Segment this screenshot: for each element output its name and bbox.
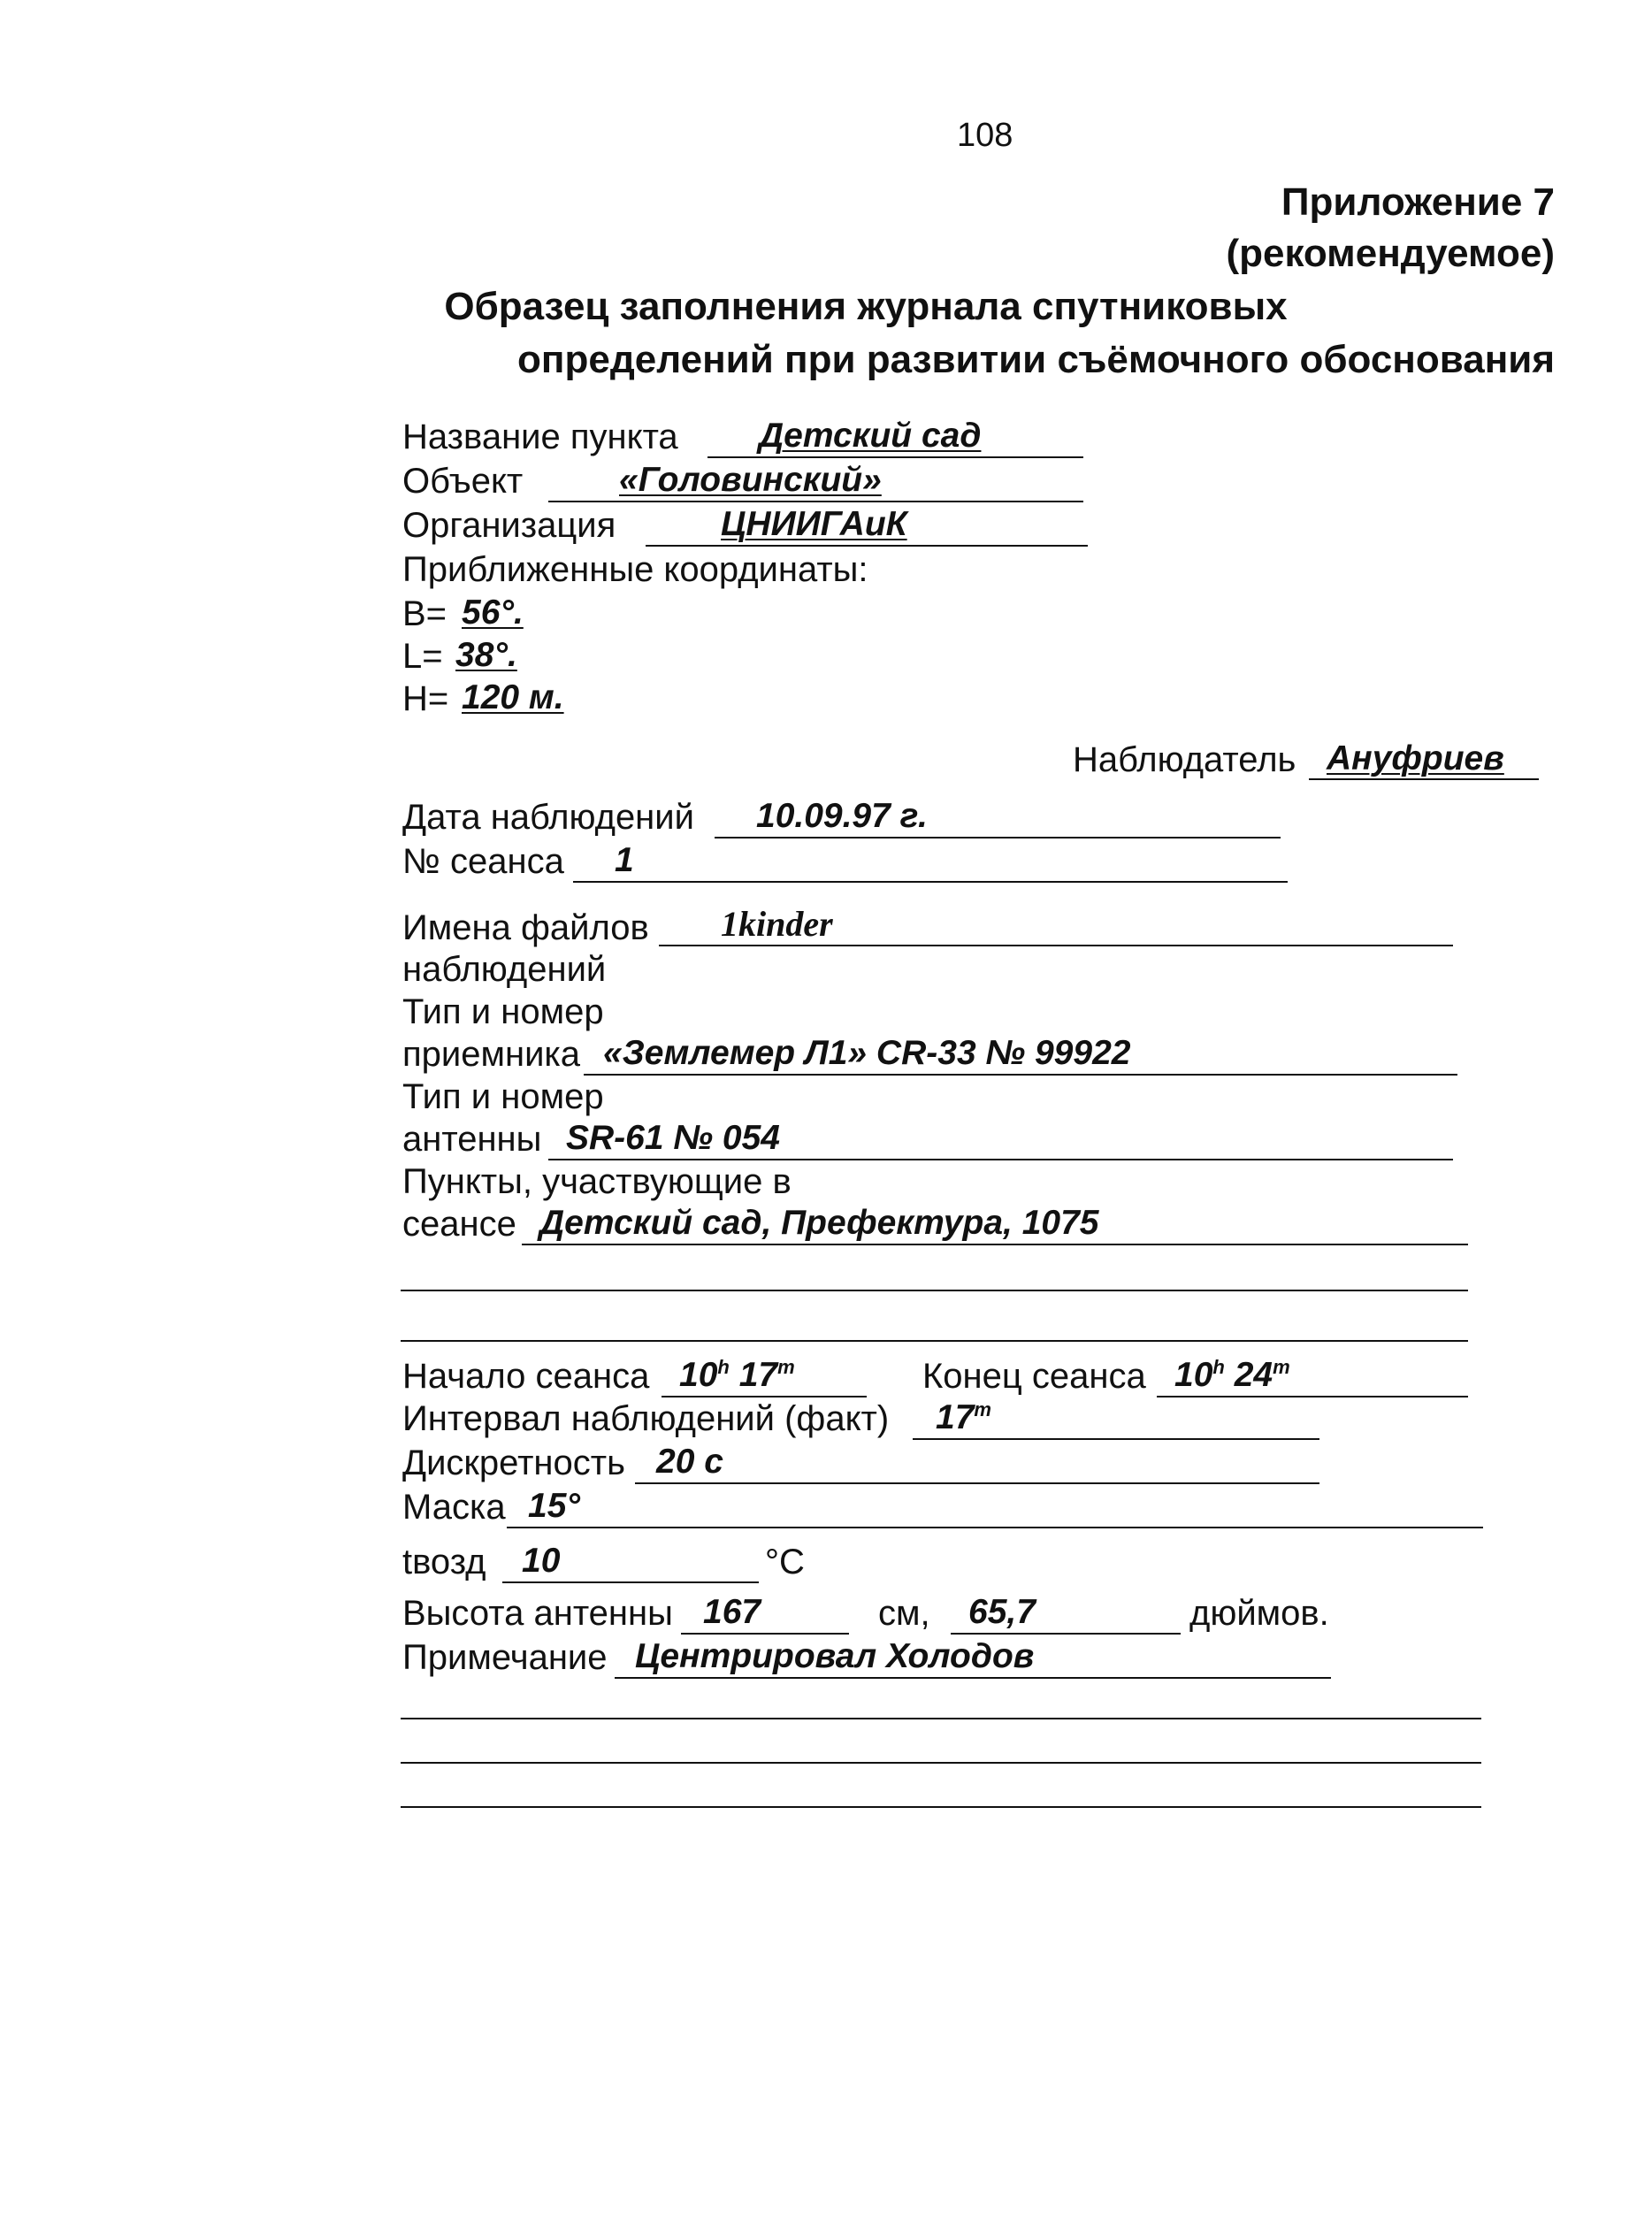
date-value: 10.09.97 г. [756, 797, 928, 835]
interval-label: Интервал наблюдений (факт) [402, 1399, 890, 1438]
object-line [548, 501, 1083, 502]
note-label: Примечание [402, 1638, 608, 1677]
session-no-label: № сеанса [402, 842, 564, 881]
note-blank-line-1 [401, 1718, 1481, 1719]
point-name-value: Детский сад [759, 417, 982, 455]
file-names-label: Имена файлов [402, 908, 649, 947]
appendix-subtitle: (рекомендуемое) [1226, 232, 1555, 275]
antenna-label-1: Тип и номер [402, 1077, 604, 1116]
b-label: B= [402, 594, 447, 633]
points-label-2: сеансе [402, 1205, 516, 1244]
antenna-height-label: Высота антенны [402, 1594, 673, 1633]
session-end-label: Конец сеанса [922, 1357, 1146, 1396]
date-label: Дата наблюдений [402, 798, 694, 837]
heading-line-2: определений при развитии съёмочного обоснования [517, 338, 1555, 381]
discreteness-value: 20 с [656, 1443, 723, 1481]
l-label: L= [402, 637, 443, 676]
appendix-title: Приложение 7 [1281, 180, 1555, 224]
blank-line-2 [401, 1340, 1468, 1342]
organization-line [646, 545, 1088, 547]
antenna-value: SR-61 № 054 [566, 1119, 780, 1157]
antenna-height-in-line [951, 1633, 1181, 1635]
antenna-label-2: антенны [402, 1120, 542, 1159]
session-no-value: 1 [615, 841, 634, 879]
antenna-height-cm-unit: см, [878, 1594, 930, 1633]
points-label-1: Пункты, участвующие в [402, 1162, 792, 1201]
receiver-label-1: Тип и номер [402, 992, 604, 1031]
date-line [715, 837, 1281, 838]
receiver-line [584, 1074, 1457, 1076]
antenna-height-cm-line [681, 1633, 849, 1635]
object-label: Объект [402, 462, 524, 501]
points-value: Детский сад, Префектура, 1075 [539, 1204, 1099, 1242]
point-name-line [707, 456, 1083, 458]
session-end-value: 10$^h$ 24$^m$ [1174, 1356, 1290, 1394]
t-air-unit: °C [765, 1543, 805, 1581]
file-names-line [659, 945, 1453, 946]
h-value: 120 м. [462, 678, 564, 716]
organization-label: Организация [402, 506, 616, 545]
file-names-value: 1kinder [721, 904, 833, 944]
mask-label: Маска [402, 1488, 506, 1527]
t-air-value: 10 [522, 1542, 561, 1580]
points-line [522, 1244, 1468, 1245]
mask-value: 15° [528, 1487, 580, 1525]
point-name-label: Название пункта [402, 417, 678, 456]
antenna-height-in-value: 65,7 [968, 1593, 1036, 1631]
note-blank-line-3 [401, 1806, 1481, 1808]
interval-value: 17$^m$ [936, 1398, 991, 1436]
receiver-value: «Землемер Л1» CR-33 № 99922 [603, 1034, 1131, 1072]
note-blank-line-2 [401, 1762, 1481, 1764]
page-number: 108 [957, 117, 1013, 154]
discreteness-line [635, 1482, 1319, 1484]
b-value: 56°. [462, 593, 524, 632]
organization-value: ЦНИИГАиК [721, 505, 907, 543]
observer-label: Наблюдатель [1073, 740, 1296, 779]
file-names-label-2: наблюдений [402, 950, 607, 989]
session-end-line [1157, 1396, 1468, 1397]
session-no-line [573, 881, 1288, 883]
receiver-label-2: приемника [402, 1035, 581, 1074]
interval-line [913, 1438, 1319, 1440]
observer-value: Ануфриев [1327, 739, 1504, 777]
approx-coords-label: Приближенные координаты: [402, 550, 868, 589]
t-air-line [502, 1581, 759, 1583]
discreteness-label: Дискретность [402, 1443, 625, 1482]
blank-line-1 [401, 1290, 1468, 1291]
session-start-value: 10$^h$ 17$^m$ [679, 1356, 795, 1394]
antenna-height-cm-value: 167 [703, 1593, 761, 1631]
heading-line-1: Образец заполнения журнала спутниковых [444, 285, 1288, 328]
l-value: 38°. [455, 636, 517, 674]
t-air-label: tвозд [402, 1543, 486, 1581]
mask-line [507, 1527, 1483, 1528]
antenna-height-in-unit: дюймов. [1189, 1594, 1329, 1633]
note-value: Центрировал Холодов [635, 1637, 1035, 1675]
session-start-label: Начало сеанса [402, 1357, 650, 1396]
h-label: H= [402, 679, 449, 718]
object-value: «Головинский» [619, 461, 882, 499]
note-line [615, 1677, 1331, 1679]
